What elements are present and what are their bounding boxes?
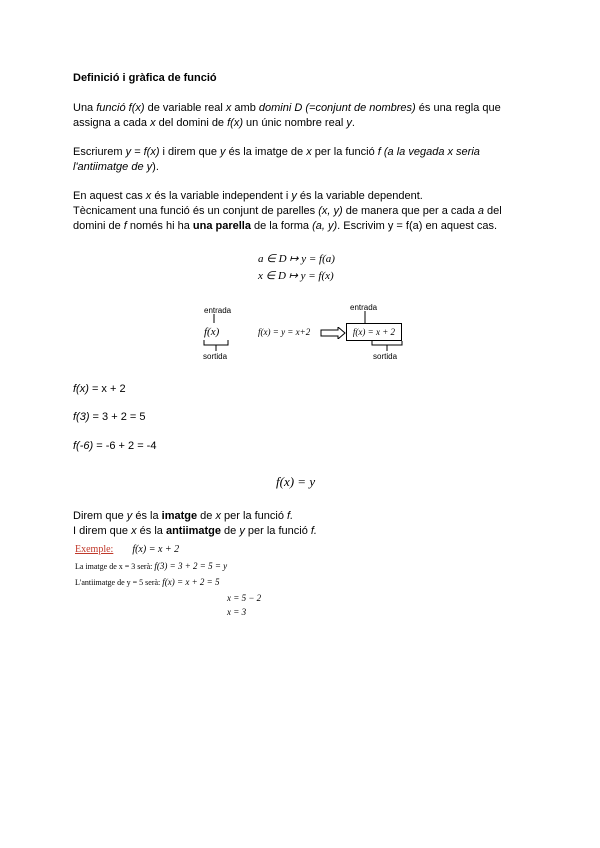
left-sortida-label: sortida xyxy=(203,352,228,361)
paragraph-notation-line1: Escriurem y = f(x) i direm que y és la imatge de x per la funció f (a la vegada x seria xyxy=(73,146,480,158)
exemple-step2: x = 3 xyxy=(227,607,247,617)
exemple-imatge-line: La imatge de x = 3 serà: f(3) = 3 + 2 = 5 = y xyxy=(75,561,228,571)
double-arrow-icon xyxy=(320,327,346,339)
example-f3: f(3) = 3 + 2 = 5 xyxy=(73,411,146,423)
paragraph-antiimatge: I direm que x és la antiimatge de y per la funció f. xyxy=(73,525,317,537)
right-entrada-label: entrada xyxy=(350,303,378,312)
example-f-6: f(-6) = -6 + 2 = -4 xyxy=(73,440,157,452)
page-title: Definició i gràfica de funció xyxy=(73,72,217,84)
paragraph-imatge: Direm que y és la imatge de x per la funció f. xyxy=(73,510,294,522)
paragraph-variables-line2: Tècnicament una funció és un conjunt de parelles (x, y) de manera que per a cada a del xyxy=(73,205,502,217)
paragraph-definition-line2: assigna a cada x del domini de f(x) un únic nombre real y. xyxy=(73,117,355,129)
right-function-box: f(x) = x + 2 xyxy=(346,323,402,341)
center-formula: f(x) = y xyxy=(276,474,316,489)
formula-x: x ∈ D ↦ y = f(x) xyxy=(258,270,334,282)
right-sortida-label: sortida xyxy=(373,352,398,361)
left-entrada-label: entrada xyxy=(204,306,232,315)
middle-equation: f(x) = y = x+2 xyxy=(258,327,311,337)
paragraph-notation-line2: l'antiimatge de y). xyxy=(73,161,159,173)
exemple-antiimatge-line: L'antiimatge de y = 5 serà: f(x) = x + 2 = 5 xyxy=(75,577,220,587)
paragraph-variables-line3: domini de f només hi ha una parella de la forma (a, y). Escrivim y = f(a) en aquest cas. xyxy=(73,220,498,232)
paragraph-definition-line1: Una funció f(x) de variable real x amb domini D (=conjunt de nombres) és una regla que xyxy=(73,102,501,114)
left-fx-label: f(x) xyxy=(204,326,220,338)
exemple-step1: x = 5 − 2 xyxy=(227,593,262,603)
formula-a: a ∈ D ↦ y = f(a) xyxy=(258,253,335,265)
example-fx: f(x) = x + 2 xyxy=(73,383,126,395)
paragraph-variables-line1: En aquest cas x és la variable independent i y és la variable dependent. xyxy=(73,190,423,202)
exemple-header: Exemple: f(x) = x + 2 xyxy=(75,544,180,555)
